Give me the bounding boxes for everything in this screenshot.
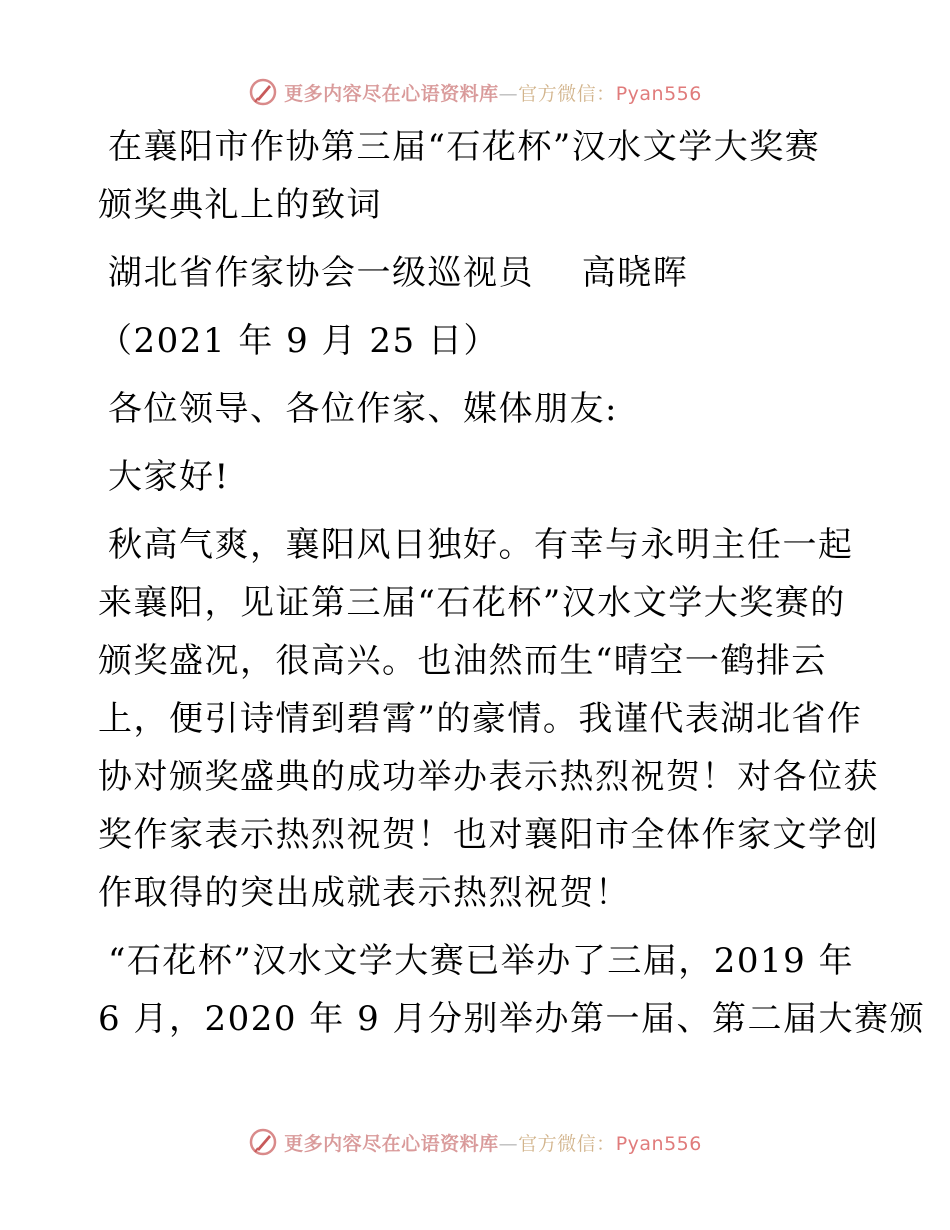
salutation: 各位领导、各位作家、媒体朋友: [108, 389, 618, 429]
quill-logo-icon [248, 77, 278, 107]
footer-watermark [0, 1122, 950, 1162]
paragraph1-line-1: 秋高气爽，襄阳风日独好。有幸与永明主任一起 [108, 525, 854, 565]
paragraph1-line-5: 协对颁奖盛典的成功举办表示热烈祝贺！对各位获 [98, 757, 879, 797]
paragraph1-line-4: 上，便引诗情到碧霄”的豪情。我谨代表湖北省作 [98, 699, 863, 739]
title-line-2: 颁奖典礼上的致词 [98, 185, 382, 225]
paragraph1-line-7: 作取得的突出成就表示热烈祝贺！ [98, 873, 631, 913]
watermark-main: 更多内容尽在心语资料库 [284, 1132, 499, 1155]
watermark-wechat: Pyan556 [615, 1132, 702, 1155]
watermark-separator: — [498, 82, 519, 105]
date-line: （2021 年 9 月 25 日） [98, 321, 499, 361]
watermark-separator: — [498, 1132, 519, 1155]
watermark-wechat: Pyan556 [615, 82, 702, 105]
paragraph2-line-1: “石花杯”汉水文学大赛已举办了三届，2019 年 [108, 941, 855, 981]
watermark-main: 更多内容尽在心语资料库 [284, 82, 499, 105]
title-line-1: 在襄阳市作协第三届“石花杯”汉水文学大奖赛 [108, 127, 821, 167]
watermark-official: 官方微信： [518, 82, 616, 105]
watermark-text [284, 1129, 702, 1156]
greeting: 大家好! [108, 457, 230, 497]
watermark-text [284, 79, 702, 106]
header-watermark [0, 72, 950, 112]
paragraph1-line-6: 奖作家表示热烈祝贺！也对襄阳市全体作家文学创 [98, 815, 879, 855]
watermark-official: 官方微信： [518, 1132, 616, 1155]
paragraph2-line-2: 6 月，2020 年 9 月分别举办第一届、第二届大赛颁 [98, 999, 926, 1039]
document-body [98, 118, 926, 1048]
paragraph1-line-3: 颁奖盛况，很高兴。也油然而生“晴空一鹤排云 [98, 641, 827, 681]
paragraph1-line-2: 来襄阳，见证第三届“石花杯”汉水文学大奖赛的 [98, 583, 846, 623]
quill-logo-icon [248, 1127, 278, 1157]
author-line: 湖北省作家协会一级巡视员 高晓晖 [108, 253, 689, 293]
